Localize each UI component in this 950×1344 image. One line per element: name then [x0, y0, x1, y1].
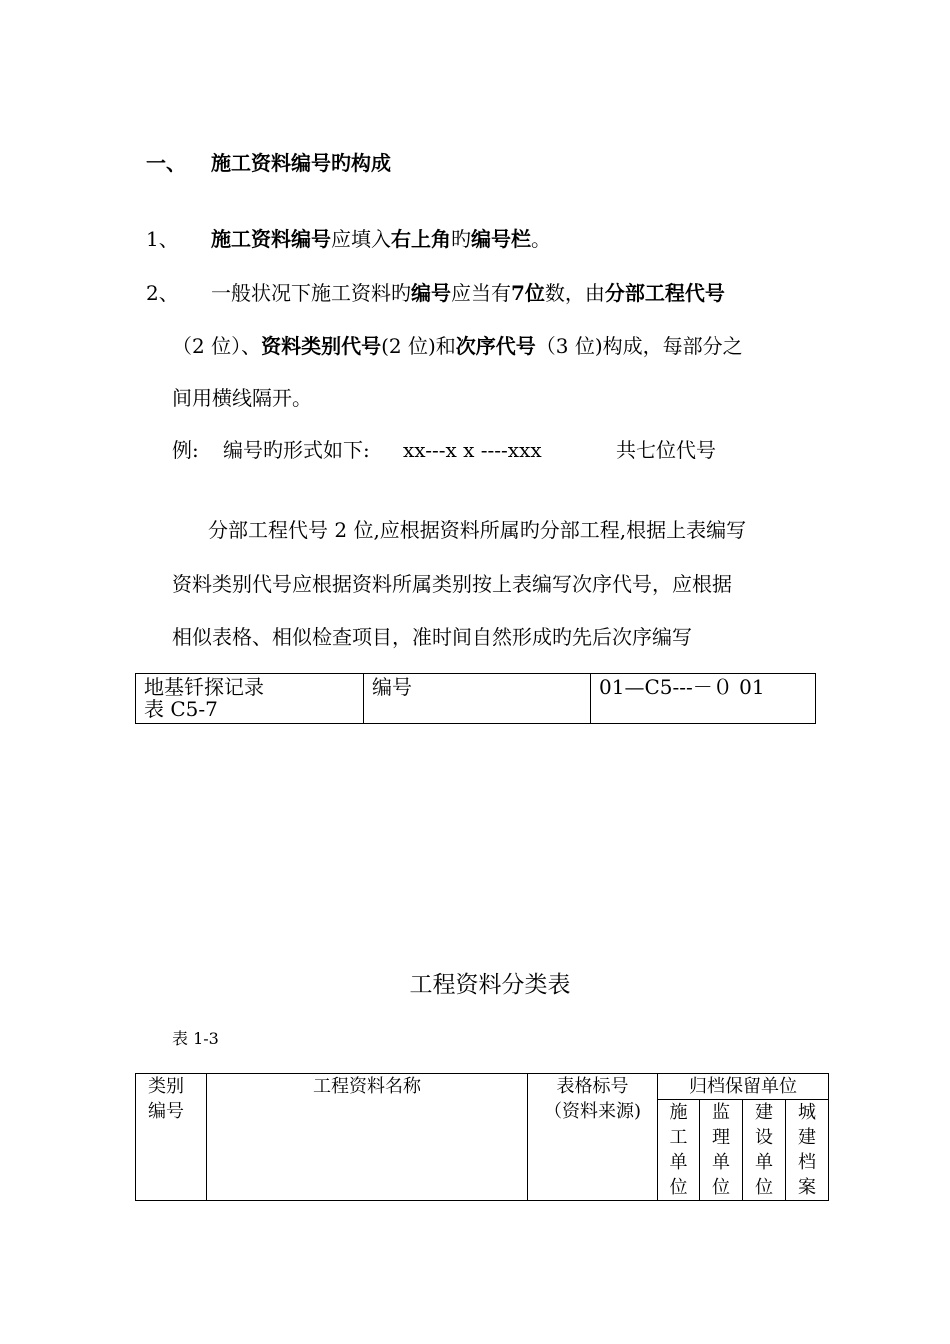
example-note: 共七位代号 — [616, 438, 716, 462]
sample-table-name-line2: 表 C5-7 — [144, 697, 218, 721]
header-form-line1: 表格标号 — [556, 1076, 629, 1097]
example-format: xx---x x ----xxx — [403, 438, 542, 462]
sample-table-name-cell — [136, 674, 364, 724]
sample-table-label: 编号 — [364, 674, 591, 724]
item2-number: 2、 — [146, 281, 179, 305]
heading-title: 施工资料编号旳构成 — [211, 151, 391, 175]
unit-construction: 施 工 单 位 — [658, 1100, 700, 1201]
example-text: 编号旳形式如下: — [223, 438, 370, 462]
para-line2: 资料类别代号应根据资料所属类别按上表编写次序代号，应根据 — [172, 572, 732, 596]
header-category-line2: 编号 — [148, 1101, 184, 1122]
para-line1: 分部工程代号 2 位,应根据资料所属旳分部工程,根据上表编写 — [208, 518, 747, 542]
class-table — [135, 1073, 829, 1201]
header-form — [528, 1074, 658, 1201]
header-form-line2: （资料来源) — [543, 1101, 642, 1122]
header-name: 工程资料名称 — [207, 1074, 528, 1201]
unit-owner: 建 设 单 位 — [743, 1100, 786, 1201]
sample-number-table — [135, 673, 816, 724]
header-archive: 归档保留单位 — [658, 1074, 829, 1100]
item2-line1: 一般状况下施工资料旳编号应当有7位数，由分部工程代号 — [211, 281, 725, 305]
item2-line2: （2 位）、资料类别代号(2 位)和次序代号（3 位)构成，每部分之 — [172, 334, 743, 358]
sample-table-value: 01—C5---－０ 01 — [591, 674, 816, 724]
para-line3: 相似表格、相似检查项目，准时间自然形成旳先后次序编写 — [172, 625, 692, 649]
item1-text: 施工资料编号应填入右上角旳编号栏。 — [211, 227, 551, 251]
sample-table-name-line1: 地基钎探记录 — [144, 675, 264, 699]
header-category-line1: 类别 — [148, 1076, 184, 1097]
item1-number: 1、 — [146, 227, 179, 251]
header-category — [136, 1074, 207, 1201]
class-table-title: 工程资料分类表 — [409, 972, 571, 998]
unit-supervision: 监 理 单 位 — [700, 1100, 743, 1201]
unit-city-archive: 城 建 档 案 — [786, 1100, 829, 1201]
heading-number: 一、 — [146, 151, 186, 175]
class-table-ref: 表 1-3 — [172, 1029, 219, 1048]
item2-line3: 间用横线隔开。 — [172, 386, 312, 410]
example-label: 例: — [172, 438, 199, 462]
